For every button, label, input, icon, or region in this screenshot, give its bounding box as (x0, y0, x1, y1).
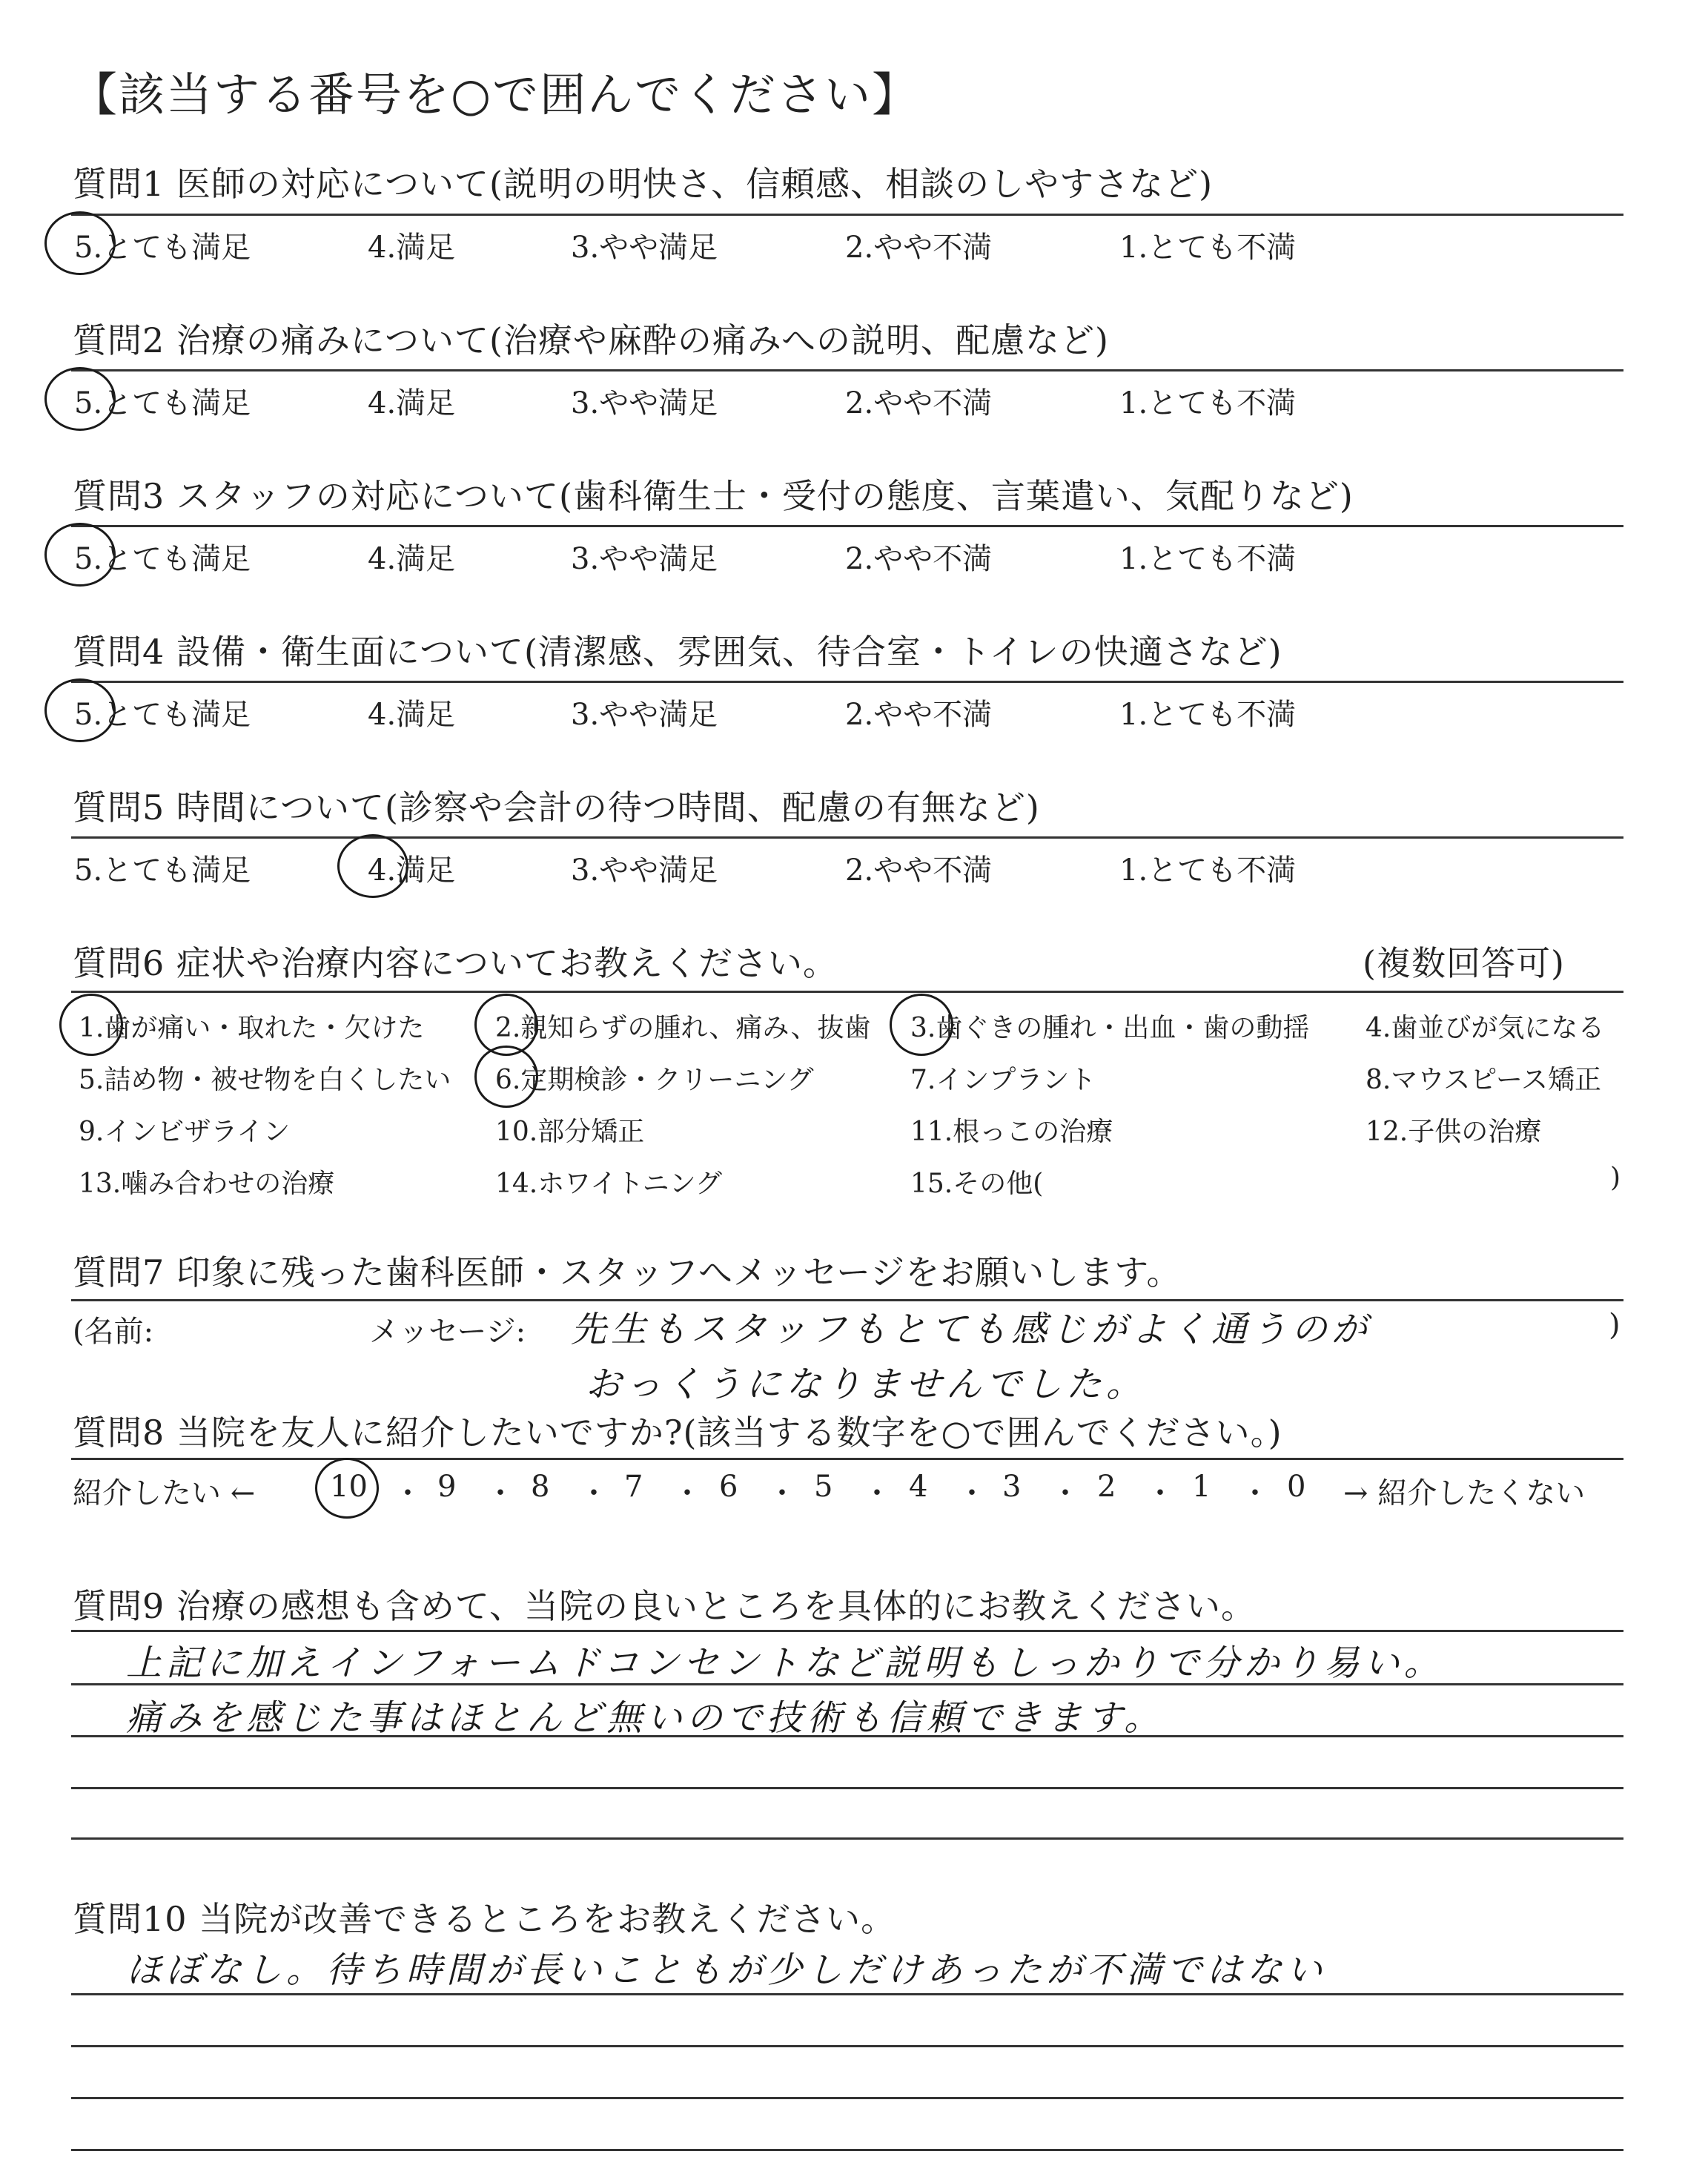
q8-scale-dot: ・ (1145, 1476, 1175, 1510)
q6-option-3[interactable]: 3.歯ぐきの腫れ・出血・歯の動揺 (910, 1013, 1310, 1043)
q5-rule (71, 836, 1623, 839)
q4-title: 質問4 設備・衛生面について(清潔感、雰囲気、待合室・トイレの快適さなど) (73, 632, 1282, 672)
q8-right-label: → 紹介したくない (1343, 1476, 1586, 1510)
q10-answer-line-1: ほぼなし。待ち時間が長いこともが少しだけあったが不満ではない (126, 1949, 1327, 1991)
q8-scale-dot: ・ (767, 1476, 797, 1510)
q5-option-5[interactable]: 5.とても満足 (74, 853, 251, 888)
q3-selection-circle (44, 523, 116, 587)
q9-answer-line-2: 痛みを感じた事はほとんど無いので技術も信頼できます。 (126, 1697, 1165, 1739)
q6-option-13[interactable]: 13.噛み合わせの治療 (79, 1169, 335, 1199)
q6-option-7[interactable]: 7.インプラント (910, 1065, 1096, 1095)
q4-option-3[interactable]: 3.やや満足 (571, 698, 718, 732)
q9-rule-4 (71, 1787, 1623, 1789)
q2-option-4[interactable]: 4.満足 (368, 386, 456, 420)
q8-scale-dot: ・ (579, 1476, 609, 1510)
q7-message-line-1: 先生もスタッフもとても感じがよく通うのが (571, 1309, 1372, 1350)
q4-option-4[interactable]: 4.満足 (368, 698, 456, 732)
q8-scale-8[interactable]: 8 (531, 1470, 550, 1504)
q6-option-14[interactable]: 14.ホワイトニング (495, 1169, 723, 1199)
q2-title: 質問2 治療の痛みについて(治療や麻酔の痛みへの説明、配慮など) (73, 320, 1109, 360)
q10-rule-3 (71, 2097, 1623, 2099)
q6-title: 質問6 症状や治療内容についてお教えください。 (73, 943, 838, 983)
q7-message-label: メッセージ: (369, 1315, 526, 1349)
q6-option-12[interactable]: 12.子供の治療 (1366, 1117, 1542, 1147)
q8-title: 質問8 当院を友人に紹介したいですか?(該当する数字を○で囲んでください。) (73, 1413, 1282, 1453)
q8-scale-0[interactable]: 0 (1287, 1470, 1306, 1504)
q7-name-label: (名前: (73, 1315, 154, 1349)
q6-selection-circle-6 (474, 1046, 538, 1108)
q8-scale-3[interactable]: 3 (1002, 1470, 1022, 1504)
q8-scale-dot: ・ (1240, 1476, 1270, 1510)
q8-scale-5[interactable]: 5 (814, 1470, 833, 1504)
q6-rule (71, 991, 1623, 993)
q10-rule-1 (71, 1993, 1623, 1995)
q8-rule (71, 1458, 1623, 1460)
q1-title: 質問1 医師の対応について(説明の明快さ、信頼感、相談のしやすさなど) (73, 164, 1214, 204)
q9-answer-line-1: 上記に加えインフォームドコンセントなど説明もしっかりで分かり易い。 (126, 1642, 1444, 1684)
q4-option-5[interactable]: 5.とても満足 (74, 698, 251, 732)
q2-option-5[interactable]: 5.とても満足 (74, 386, 251, 420)
q6-option-1[interactable]: 1.歯が痛い・取れた・欠けた (79, 1013, 425, 1043)
q8-scale-1[interactable]: 1 (1192, 1470, 1211, 1504)
q10-rule-4 (71, 2149, 1623, 2151)
q8-scale-4[interactable]: 4 (909, 1470, 928, 1504)
q5-option-1[interactable]: 1.とても不満 (1119, 853, 1297, 888)
q1-option-4[interactable]: 4.満足 (368, 231, 456, 265)
q3-option-4[interactable]: 4.満足 (368, 542, 456, 576)
q5-selection-circle (337, 834, 408, 898)
q1-option-3[interactable]: 3.やや満足 (571, 231, 718, 265)
q6-option-6[interactable]: 6.定期検診・クリーニング (495, 1065, 814, 1095)
q6-option-10[interactable]: 10.部分矯正 (495, 1117, 645, 1147)
q10-rule-2 (71, 2045, 1623, 2047)
q8-scale-dot: ・ (957, 1476, 987, 1510)
q7-title: 質問7 印象に残った歯科医師・スタッフへメッセージをお願いします。 (73, 1252, 1182, 1292)
q6-option-11[interactable]: 11.根っこの治療 (910, 1117, 1113, 1147)
q4-selection-circle (44, 678, 116, 742)
q1-option-1[interactable]: 1.とても不満 (1119, 231, 1297, 265)
q6-option-8[interactable]: 8.マウスピース矯正 (1366, 1065, 1602, 1095)
q4-rule (71, 681, 1623, 683)
q6-option-5[interactable]: 5.詰め物・被せ物を白くしたい (79, 1065, 451, 1095)
q6-option-2[interactable]: 2.親知らずの腫れ、痛み、抜歯 (495, 1013, 871, 1043)
q6-note: (複数回答可) (1363, 943, 1565, 983)
q2-option-1[interactable]: 1.とても不満 (1119, 386, 1297, 420)
q3-option-1[interactable]: 1.とても不満 (1119, 542, 1297, 576)
q2-option-2[interactable]: 2.やや不満 (845, 386, 993, 420)
q4-option-1[interactable]: 1.とても不満 (1119, 698, 1297, 732)
q9-rule-1 (71, 1630, 1623, 1632)
q5-option-4[interactable]: 4.満足 (368, 853, 456, 888)
q6-option-9[interactable]: 9.インビザライン (79, 1117, 291, 1147)
q1-selection-circle (44, 211, 116, 275)
q8-scale-2[interactable]: 2 (1097, 1470, 1116, 1504)
q8-scale-7[interactable]: 7 (624, 1470, 643, 1504)
q10-title: 質問10 当院が改善できるところをお教えください。 (73, 1899, 896, 1939)
q1-rule (71, 214, 1623, 216)
q5-option-3[interactable]: 3.やや満足 (571, 853, 718, 888)
q7-message-line-2: おっくうになりませんでした。 (586, 1364, 1147, 1405)
q3-option-2[interactable]: 2.やや不満 (845, 542, 993, 576)
q6-option-15[interactable]: 15.その他( (910, 1169, 1044, 1199)
q9-title: 質問9 治療の感想も含めて、当院の良いところを具体的にお教えください。 (73, 1586, 1256, 1626)
q8-left-label: 紹介したい ← (73, 1476, 256, 1510)
q3-rule (71, 525, 1623, 527)
q2-rule (71, 369, 1623, 371)
q3-option-3[interactable]: 3.やや満足 (571, 542, 718, 576)
q6-option-15-close: ) (1610, 1163, 1621, 1193)
q8-scale-dot: ・ (862, 1476, 892, 1510)
q1-option-2[interactable]: 2.やや不満 (845, 231, 993, 265)
q7-close-paren: ) (1609, 1308, 1621, 1342)
form-header: 【該当する番号を○で囲んでください】 (71, 67, 920, 122)
q3-option-5[interactable]: 5.とても満足 (74, 542, 251, 576)
q6-selection-circle-1 (59, 994, 123, 1056)
q5-title: 質問5 時間について(診察や会計の待つ時間、配慮の有無など) (73, 787, 1040, 828)
q8-scale-9[interactable]: 9 (437, 1470, 457, 1504)
q8-scale-dot: ・ (393, 1476, 423, 1510)
q9-rule-5 (71, 1837, 1623, 1840)
q8-scale-dot: ・ (486, 1476, 515, 1510)
q1-option-5[interactable]: 5.とても満足 (74, 231, 251, 265)
q3-title: 質問3 スタッフの対応について(歯科衛生士・受付の態度、言葉遣い、気配りなど) (73, 476, 1354, 516)
q8-scale-dot: ・ (672, 1476, 702, 1510)
q2-selection-circle (44, 367, 116, 431)
q8-scale-6[interactable]: 6 (719, 1470, 738, 1504)
q2-option-3[interactable]: 3.やや満足 (571, 386, 718, 420)
q5-option-2[interactable]: 2.やや不満 (845, 853, 993, 888)
q8-scale-dot: ・ (1050, 1476, 1080, 1510)
q8-selection-circle (315, 1458, 379, 1519)
q8-scale-10[interactable]: 10 (330, 1470, 368, 1504)
q4-option-2[interactable]: 2.やや不満 (845, 698, 993, 732)
q6-option-4[interactable]: 4.歯並びが気になる (1366, 1013, 1605, 1043)
q6-selection-circle-3 (890, 994, 953, 1056)
